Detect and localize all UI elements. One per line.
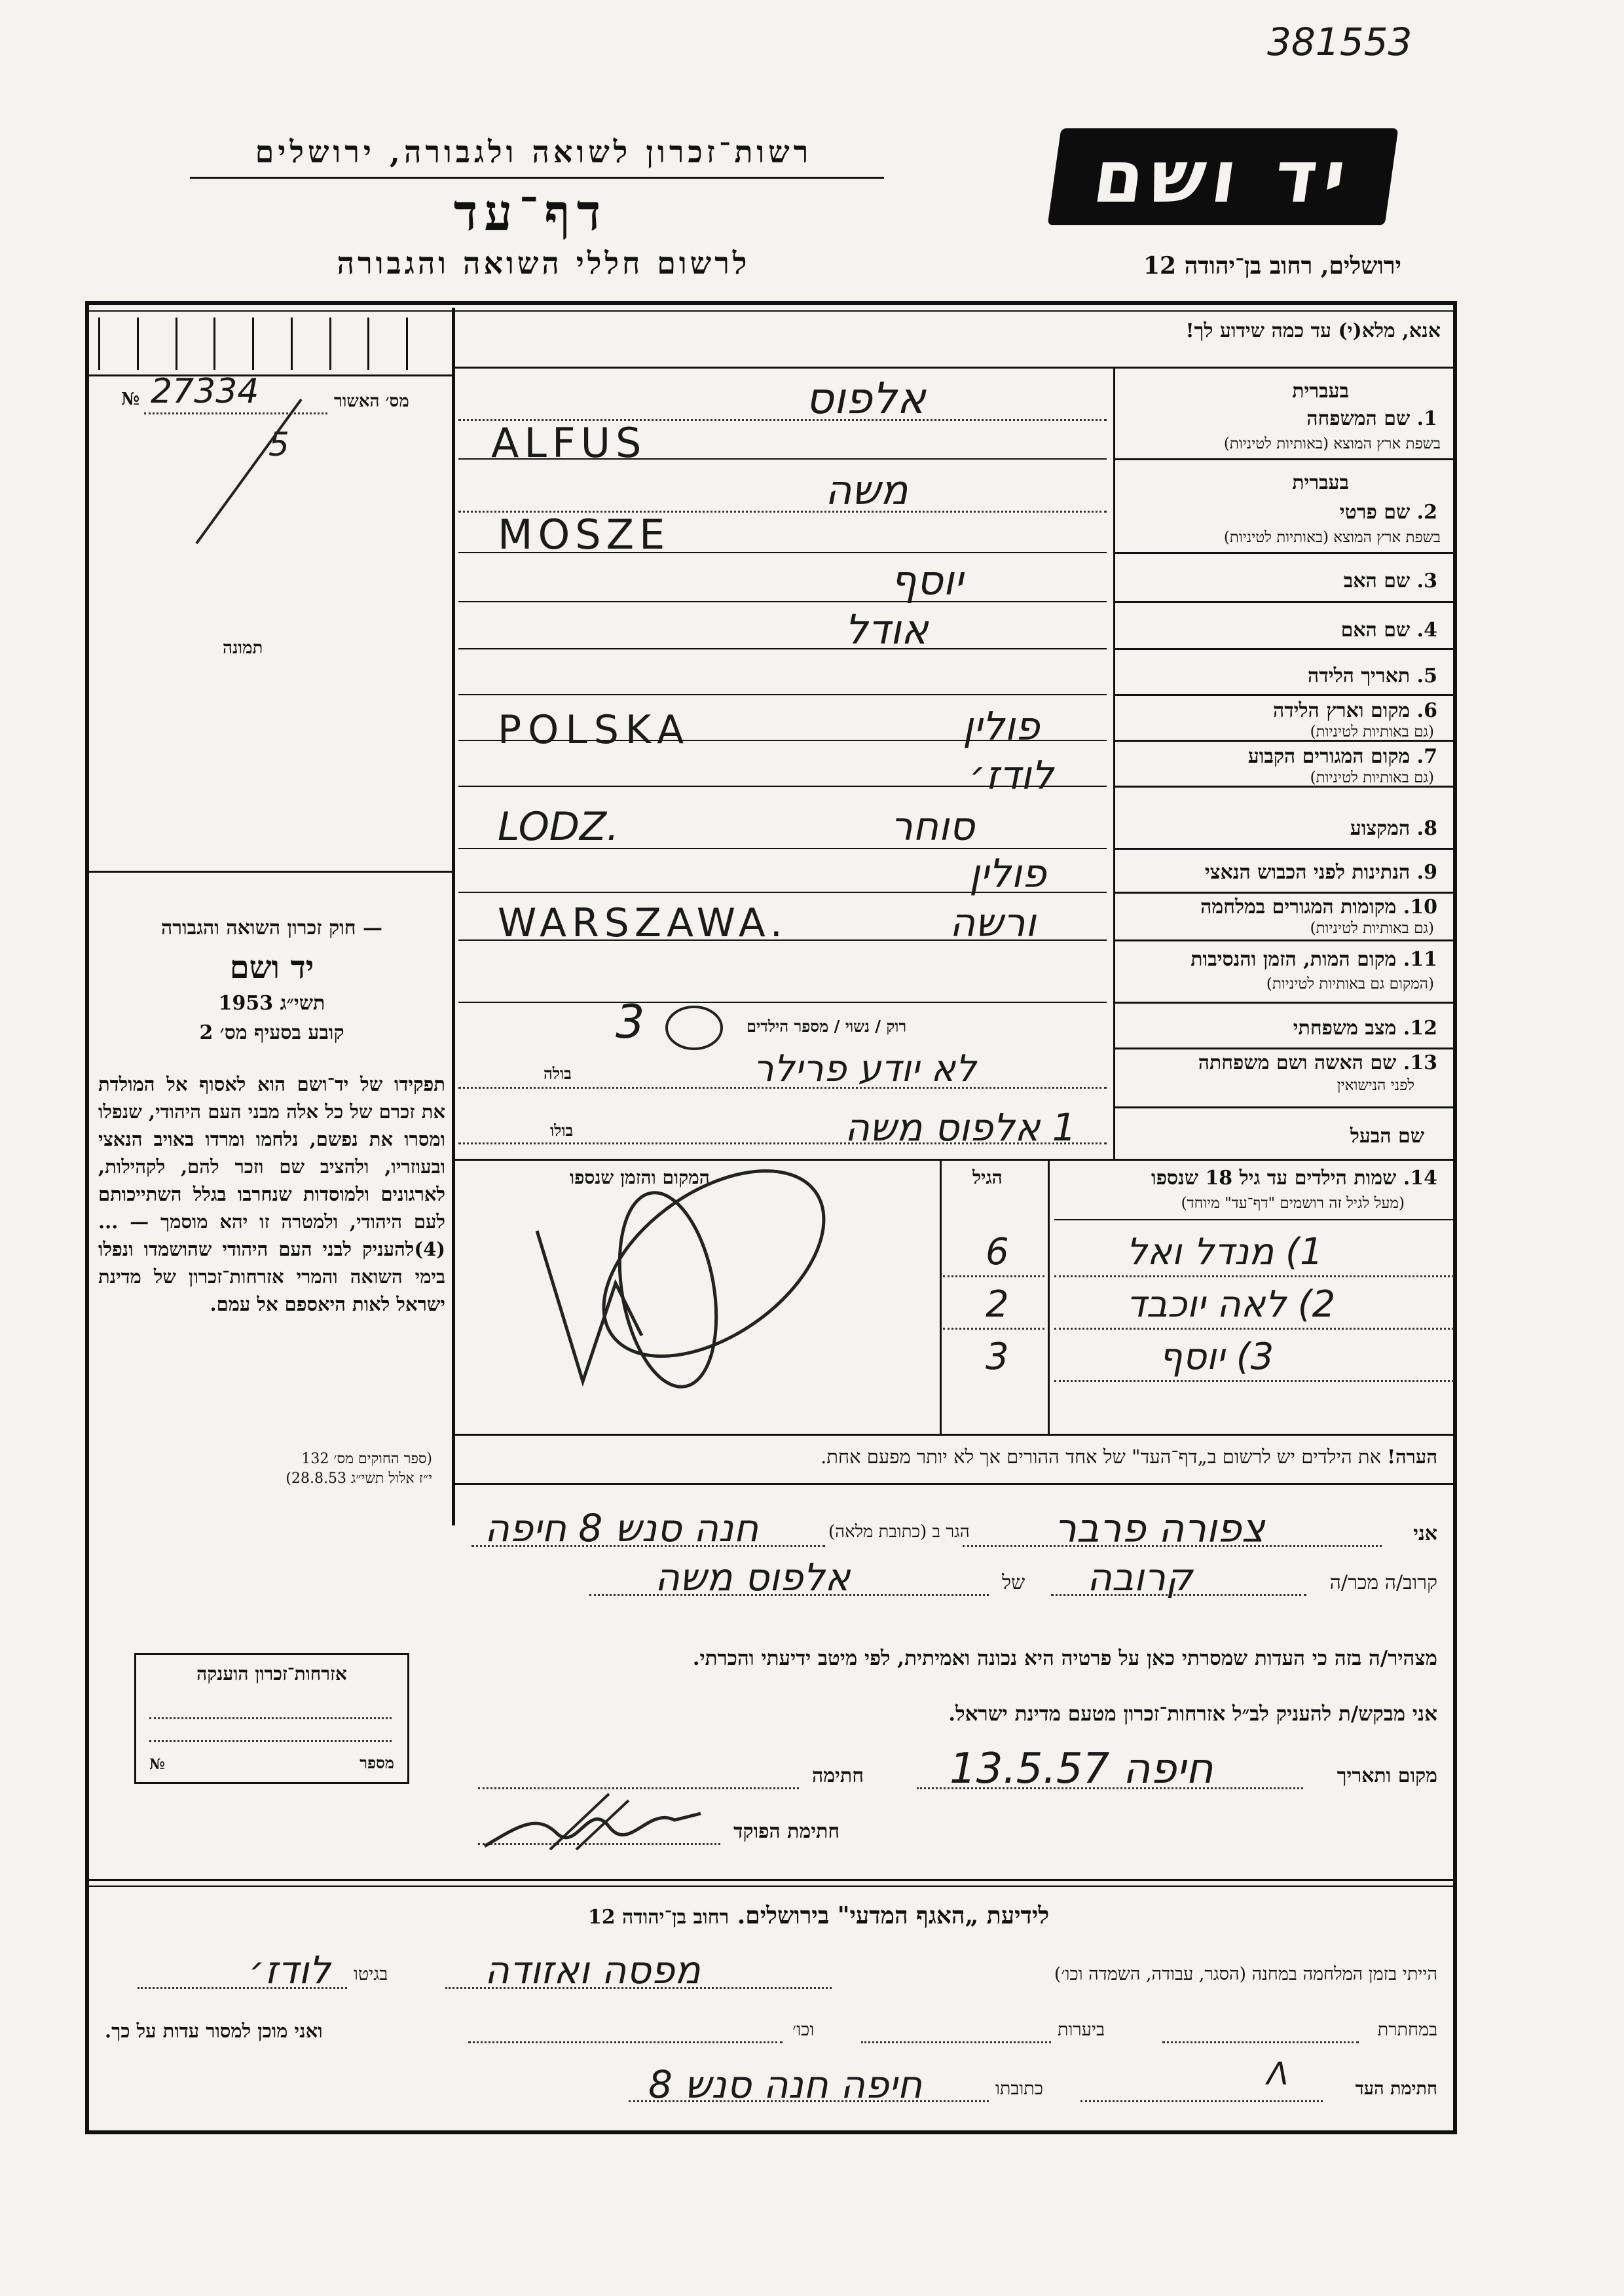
wartime-residence-latin: WARSZAWA. xyxy=(498,900,788,946)
approval-sub-number: 5 xyxy=(268,426,289,464)
institution-underline xyxy=(190,177,884,179)
law-clause: קובע בסעיף מס׳ 2 xyxy=(199,1021,344,1044)
form-subtitle: לרשום חללי השואה והגבורה xyxy=(337,246,750,281)
decl-i-value: צפורה פרבר xyxy=(1054,1506,1265,1552)
form-title: דף־עד xyxy=(453,183,608,242)
info-ready-label: ואני מוכן למסור עדות על כך. xyxy=(105,2020,323,2042)
info-title-text: לידיעת „האגף המדעי" בירושלים. xyxy=(737,1902,1050,1929)
children-note: (מעל לגיל זה רושמים "דף־עד" מיוחד) xyxy=(1181,1195,1405,1212)
field-6-num: 6. xyxy=(1416,699,1437,722)
children-title-text: שמות הילדים עד גיל 18 שנספו xyxy=(1151,1167,1397,1190)
info-line xyxy=(468,2041,783,2043)
decl-place-date-value: חיפה 13.5.57 xyxy=(950,1745,1213,1793)
info-witness-sig-label: חתימת העד xyxy=(1355,2079,1437,2099)
field-7-note: (גם באותיות לטיניות) xyxy=(1310,769,1434,786)
nationality-value: פולין xyxy=(969,851,1046,897)
witness-mark: ᐱ xyxy=(1267,2056,1289,2092)
field-1-in-hebrew: בעברית xyxy=(1292,380,1349,403)
child-2-age: 2 xyxy=(986,1283,1009,1326)
field-4-label xyxy=(1341,619,1437,642)
child-3-name: 3) יוסף xyxy=(1159,1336,1274,1378)
citizenship-box xyxy=(134,1653,409,1784)
age-col-right xyxy=(1048,1159,1050,1434)
approval-label: מס׳ האשור xyxy=(334,392,409,411)
citizenship-line xyxy=(149,1740,392,1742)
info-ghetto-label: בגיטו xyxy=(354,1964,388,1984)
field-6-text: מקום וארץ הלידה xyxy=(1272,699,1411,722)
field-3-num: 3. xyxy=(1416,570,1437,592)
field-5-num: 5. xyxy=(1416,665,1437,687)
child-2-name: 2) לאה יוכבד xyxy=(1126,1283,1336,1326)
instruction-line xyxy=(452,367,1457,369)
field-2-num: 2. xyxy=(1416,501,1437,524)
status-circle xyxy=(655,998,733,1057)
decl-of-label: של xyxy=(1002,1571,1025,1594)
birthplace-latin: POLSKA xyxy=(498,707,691,753)
child-line xyxy=(1054,1275,1454,1277)
surname-latin: ALFUS xyxy=(491,419,647,467)
value-line xyxy=(458,1002,1107,1003)
child-1-name: 1) מנדל ואל xyxy=(1126,1231,1323,1273)
field-13-num: 13. xyxy=(1403,1051,1437,1074)
child-line xyxy=(943,1275,1044,1277)
labels-divider xyxy=(1113,367,1115,1159)
info-etc-label: וכו׳ xyxy=(792,2020,815,2040)
field-12-text: מצב משפחתי xyxy=(1293,1017,1397,1040)
remark-label: הערה! xyxy=(1387,1446,1437,1468)
decl-of-value: אלפוס משה xyxy=(655,1555,851,1599)
husband-name: 1 אלפוס משה xyxy=(845,1105,1077,1150)
info-camp-label: הייתי בזמן המלחמה במחנה (הסגר, עבודה, השמדה וכו׳) xyxy=(1054,1964,1437,1984)
firstname-latin: MOSZE xyxy=(498,511,671,558)
row-line xyxy=(1113,1048,1457,1049)
place-scribble xyxy=(524,1165,891,1401)
field-10-num: 10. xyxy=(1403,896,1437,919)
field-9-num: 9. xyxy=(1416,861,1437,884)
law-source-date: י״ז אלול תשי״ג 28.8.53) xyxy=(286,1470,432,1487)
field-10-label xyxy=(1200,896,1437,919)
info-ghetto-value: לודז׳ xyxy=(249,1948,331,1992)
decl-residing-value: חנה סנש 8 חיפה xyxy=(485,1506,759,1550)
field-11-num: 11. xyxy=(1403,948,1437,971)
wife-name: לא יודע פרילר xyxy=(753,1048,976,1090)
wartime-residence-hebrew: ורשה xyxy=(950,900,1036,946)
decl-relative-label: קרוב/ה מכר/ה xyxy=(1329,1571,1437,1594)
law-text: תפקידו של יד־ושם הוא לאסוף אל המולדת את זכרם של כל אלה מבני העם היהודי, שנפלו ומסרו את נפשם, נלחמו ומרדו באויב הנאצי ובעוזריו, ולהציב שם וזכר להם, לקהילות, לארגונים ולמוסדות שנחרבו בגלל השתייכותם לעם היהודי, ולמטרה זו יהא מוסמך — ...(4)להעניק לבני העם היהודי שהושמדו ונפלו בימי השואה והמרי אזרחות־זכרון של מדינת ישראל לאות היאספם אל עמם. xyxy=(98,1073,445,1315)
instruction: אנא, מלא(י) עד כמה שידוע לך! xyxy=(1185,319,1441,342)
field-8-label xyxy=(1350,817,1437,840)
info-forests-label: ביערות xyxy=(1058,2020,1105,2040)
field-9-label xyxy=(1205,861,1437,884)
child-3-age: 3 xyxy=(986,1336,1009,1378)
info-line xyxy=(861,2041,1051,2043)
field-2-latin-label: בשפת ארץ המוצא (באותיות לטיניות) xyxy=(1223,529,1441,546)
field-13-suffix: בולה xyxy=(544,1064,572,1083)
surname-hebrew: אלפוס xyxy=(805,373,926,424)
info-camp-value: מפסה ואזודה xyxy=(485,1948,701,1992)
field-10-text: מקומות המגורים במלחמה xyxy=(1200,896,1397,919)
photo-label: תמונה xyxy=(223,638,263,658)
child-line xyxy=(1054,1328,1454,1330)
row-line xyxy=(1113,552,1457,554)
field-5-label xyxy=(1308,665,1437,687)
no-mark: № xyxy=(121,390,140,409)
field-4-text: שם האם xyxy=(1340,619,1411,642)
field-12-num: 12. xyxy=(1403,1017,1437,1040)
father-name: יוסף xyxy=(891,556,963,604)
place-header: המקום והזמן שנספו xyxy=(570,1167,710,1188)
field-8-num: 8. xyxy=(1416,817,1437,840)
row-line xyxy=(1113,458,1457,460)
citizenship-title: אזרחות־זכרון הוענקה xyxy=(196,1663,347,1685)
field-6-label xyxy=(1273,699,1437,722)
institution-name: רשות־זכרון לשואה ולגבורה, ירושלים xyxy=(255,134,813,170)
field-2-in-hebrew: בעברית xyxy=(1292,471,1349,494)
child-1-age: 6 xyxy=(986,1231,1009,1273)
husband-label: שם הבעל xyxy=(1350,1125,1424,1148)
children-header-line xyxy=(1054,1219,1454,1220)
reference-number: 381553 xyxy=(1267,20,1412,64)
yad-vashem-logo xyxy=(1048,128,1399,225)
children-num: 14. xyxy=(1403,1167,1437,1190)
decl-statement: מצהיר/ה בזה כי העדות שמסרתי כאן על פרטיה היא נכונה ואמיתית, לפי מיטב ידיעתי והכרתי. xyxy=(692,1647,1437,1670)
field-10-note: (גם באותיות לטיניות) xyxy=(1310,920,1434,937)
logo-text: יד ושם xyxy=(1088,135,1358,219)
field-1-num: 1. xyxy=(1416,407,1437,430)
value-line xyxy=(458,601,1107,602)
profession-value: סוחר xyxy=(891,804,975,850)
value-line xyxy=(458,694,1107,695)
field-11-text: מקום המות, הזמן והנסיבות xyxy=(1190,948,1397,971)
side-panel-top-line xyxy=(89,871,452,873)
child-line xyxy=(943,1328,1044,1330)
field-1-text: שם המשפחה xyxy=(1306,407,1411,430)
info-underground-label: במחתרת xyxy=(1377,2020,1437,2040)
field-2-label xyxy=(1340,501,1437,524)
field-13-text: שם האשה ושם משפחתה xyxy=(1198,1051,1397,1074)
field-1-label xyxy=(1306,407,1437,430)
decl-relative-value: קרובה xyxy=(1087,1555,1193,1599)
row-line xyxy=(1113,939,1457,941)
field-3-label xyxy=(1344,570,1437,592)
info-line xyxy=(1080,2100,1323,2102)
mother-name: אודל xyxy=(845,606,929,653)
frame-inner-top xyxy=(85,310,1457,312)
official-signature xyxy=(478,1787,714,1859)
field-13-note: לפני הנישואין xyxy=(1337,1077,1414,1094)
approval-number: 27334 xyxy=(151,372,259,411)
info-top-line xyxy=(89,1879,1453,1881)
row-line xyxy=(452,1159,1457,1161)
field-12-options: רוק / נשוי / מספר הילדים xyxy=(747,1017,907,1036)
decl-signature-label: חתימה xyxy=(812,1764,864,1787)
remark-top-line xyxy=(452,1434,1457,1436)
firstname-hebrew: משה xyxy=(825,466,908,514)
citizenship-number-label: מספר xyxy=(360,1753,394,1772)
residence-latin: LODZ. xyxy=(498,804,619,850)
field-7-text: מקום המגורים הקבוע xyxy=(1247,745,1411,768)
field-3-text: שם האב xyxy=(1343,570,1411,592)
info-line xyxy=(1162,2041,1359,2043)
row-line xyxy=(1113,648,1457,650)
field-13-label xyxy=(1198,1051,1437,1074)
law-title: — חוק זכרון השואה והגבורה xyxy=(161,917,382,939)
value-line xyxy=(458,648,1107,649)
law-source: (ספר החוקים מס׳ 132 xyxy=(301,1451,432,1467)
child-line xyxy=(1054,1380,1454,1382)
law-year: תשי״ג 1953 xyxy=(218,992,325,1015)
left-column-divider xyxy=(452,308,455,1525)
info-address-value: חיפה חנה סנש 8 xyxy=(648,2062,923,2107)
info-address: רחוב בן־יהודה 12 xyxy=(587,1906,729,1929)
citizenship-no-mark: № xyxy=(149,1756,165,1773)
residence-hebrew: לודז׳ xyxy=(969,753,1054,799)
info-top-line-2 xyxy=(89,1886,1453,1887)
citizenship-line xyxy=(149,1717,392,1719)
info-title xyxy=(458,1902,1179,1929)
field-11-label xyxy=(1190,948,1437,971)
code-boxes xyxy=(98,318,408,370)
remark xyxy=(821,1446,1437,1468)
row-line xyxy=(1113,848,1457,850)
field-8-text: המקצוע xyxy=(1350,817,1411,840)
side-logo-text: יד ושם xyxy=(229,949,314,986)
decl-i-label: אני xyxy=(1413,1522,1437,1545)
info-address-label: כתובתו xyxy=(995,2079,1043,2099)
row-line xyxy=(1113,694,1457,696)
row-line xyxy=(1113,892,1457,894)
field-9-text: הנתינות לפני הכבוש הנאצי xyxy=(1204,861,1411,884)
decl-place-date-label: מקום ותאריך xyxy=(1337,1764,1437,1787)
row-line xyxy=(1113,1106,1457,1108)
birthplace-hebrew: פולין xyxy=(963,704,1040,750)
left-panel-top-line xyxy=(89,374,452,376)
remark-bottom-line xyxy=(452,1483,1457,1485)
field-11-note: (המקום גם באותיות לטיניות) xyxy=(1266,975,1434,993)
field-6-note: (גם באותיות לטיניות) xyxy=(1310,723,1434,740)
age-header: הגיל xyxy=(972,1167,1003,1188)
field-2-text: שם פרטי xyxy=(1339,501,1411,524)
children-count: 3 xyxy=(616,995,645,1049)
field-4-num: 4. xyxy=(1416,619,1437,642)
field-7-num: 7. xyxy=(1416,745,1437,768)
field-12-label xyxy=(1293,1017,1437,1040)
decl-official-sig-label: חתימת הפוקד xyxy=(733,1820,840,1843)
decl-request: אני מבקש/ת להעניק לב״ל אזרחות־זכרון מטעם מדינת ישראל. xyxy=(948,1702,1437,1726)
header-address: ירושלים, רחוב בן־יהודה 12 xyxy=(1143,252,1401,280)
field-5-text: תאריך הלידה xyxy=(1308,665,1411,687)
decl-residing-label: הגר ב (כתובת מלאה) xyxy=(828,1522,970,1542)
age-col-left xyxy=(940,1159,942,1434)
row-line xyxy=(1113,601,1457,603)
children-title xyxy=(1151,1167,1437,1190)
approval-slash xyxy=(183,393,314,550)
remark-text: את הילדים יש לרשום ב„דף־העד" של אחד ההורים אך לא יותר מפעם אחת. xyxy=(821,1446,1382,1468)
field-1-latin-label: בשפת ארץ המוצא (באותיות לטיניות) xyxy=(1223,435,1441,452)
field-7-label xyxy=(1248,745,1437,768)
husband-suffix: בולו xyxy=(550,1121,574,1140)
row-line xyxy=(1113,1002,1457,1004)
